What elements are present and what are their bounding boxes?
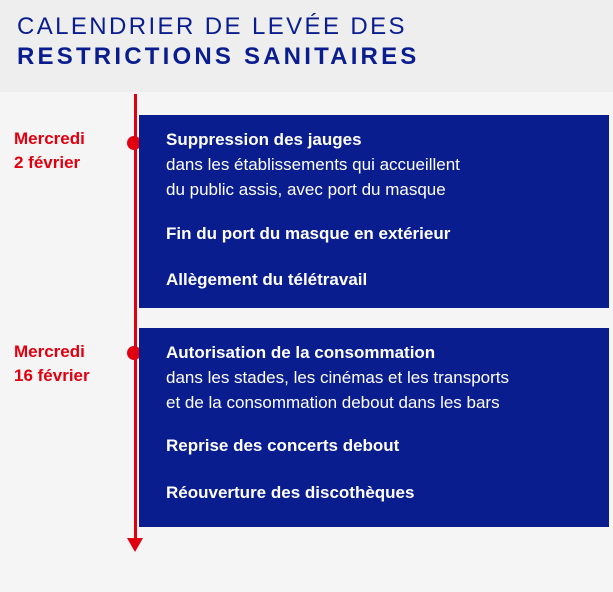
item-detail: et de la consommation debout dans les bars [166, 393, 500, 412]
milestone-item [166, 434, 399, 458]
item-detail: dans les stades, les cinémas et les transports [166, 368, 509, 387]
milestone-item [166, 481, 414, 505]
milestone-date-1 [14, 127, 124, 175]
milestone-day: 16 février [14, 366, 90, 385]
item-title: Suppression des jauges [166, 130, 362, 149]
milestone-weekday: Mercredi [14, 342, 85, 361]
milestone-item [166, 268, 367, 292]
milestone-weekday: Mercredi [14, 129, 85, 148]
milestone-date-2 [14, 340, 124, 388]
milestone-card-2 [139, 328, 609, 527]
page-title [17, 15, 597, 69]
item-title: Fin du port du masque en extérieur [166, 224, 451, 243]
milestone-item [166, 341, 509, 415]
item-detail: du public assis, avec port du masque [166, 180, 446, 199]
title-line-1: CALENDRIER DE LEVÉE DES [17, 13, 407, 40]
milestone-card-1 [139, 115, 609, 308]
timeline-arrow-icon [127, 538, 143, 552]
milestone-item [166, 222, 450, 246]
timeline-line [134, 94, 137, 540]
milestone-item [166, 128, 460, 202]
milestone-day: 2 février [14, 153, 81, 172]
item-title: Autorisation de la consommation [166, 343, 436, 362]
item-detail: dans les établissements qui accueillent [166, 155, 460, 174]
title-line-2: RESTRICTIONS SANITAIRES [17, 43, 420, 70]
item-title: Réouverture des discothèques [166, 483, 415, 502]
item-title: Reprise des concerts debout [166, 436, 400, 455]
item-title: Allègement du télétravail [166, 270, 368, 289]
